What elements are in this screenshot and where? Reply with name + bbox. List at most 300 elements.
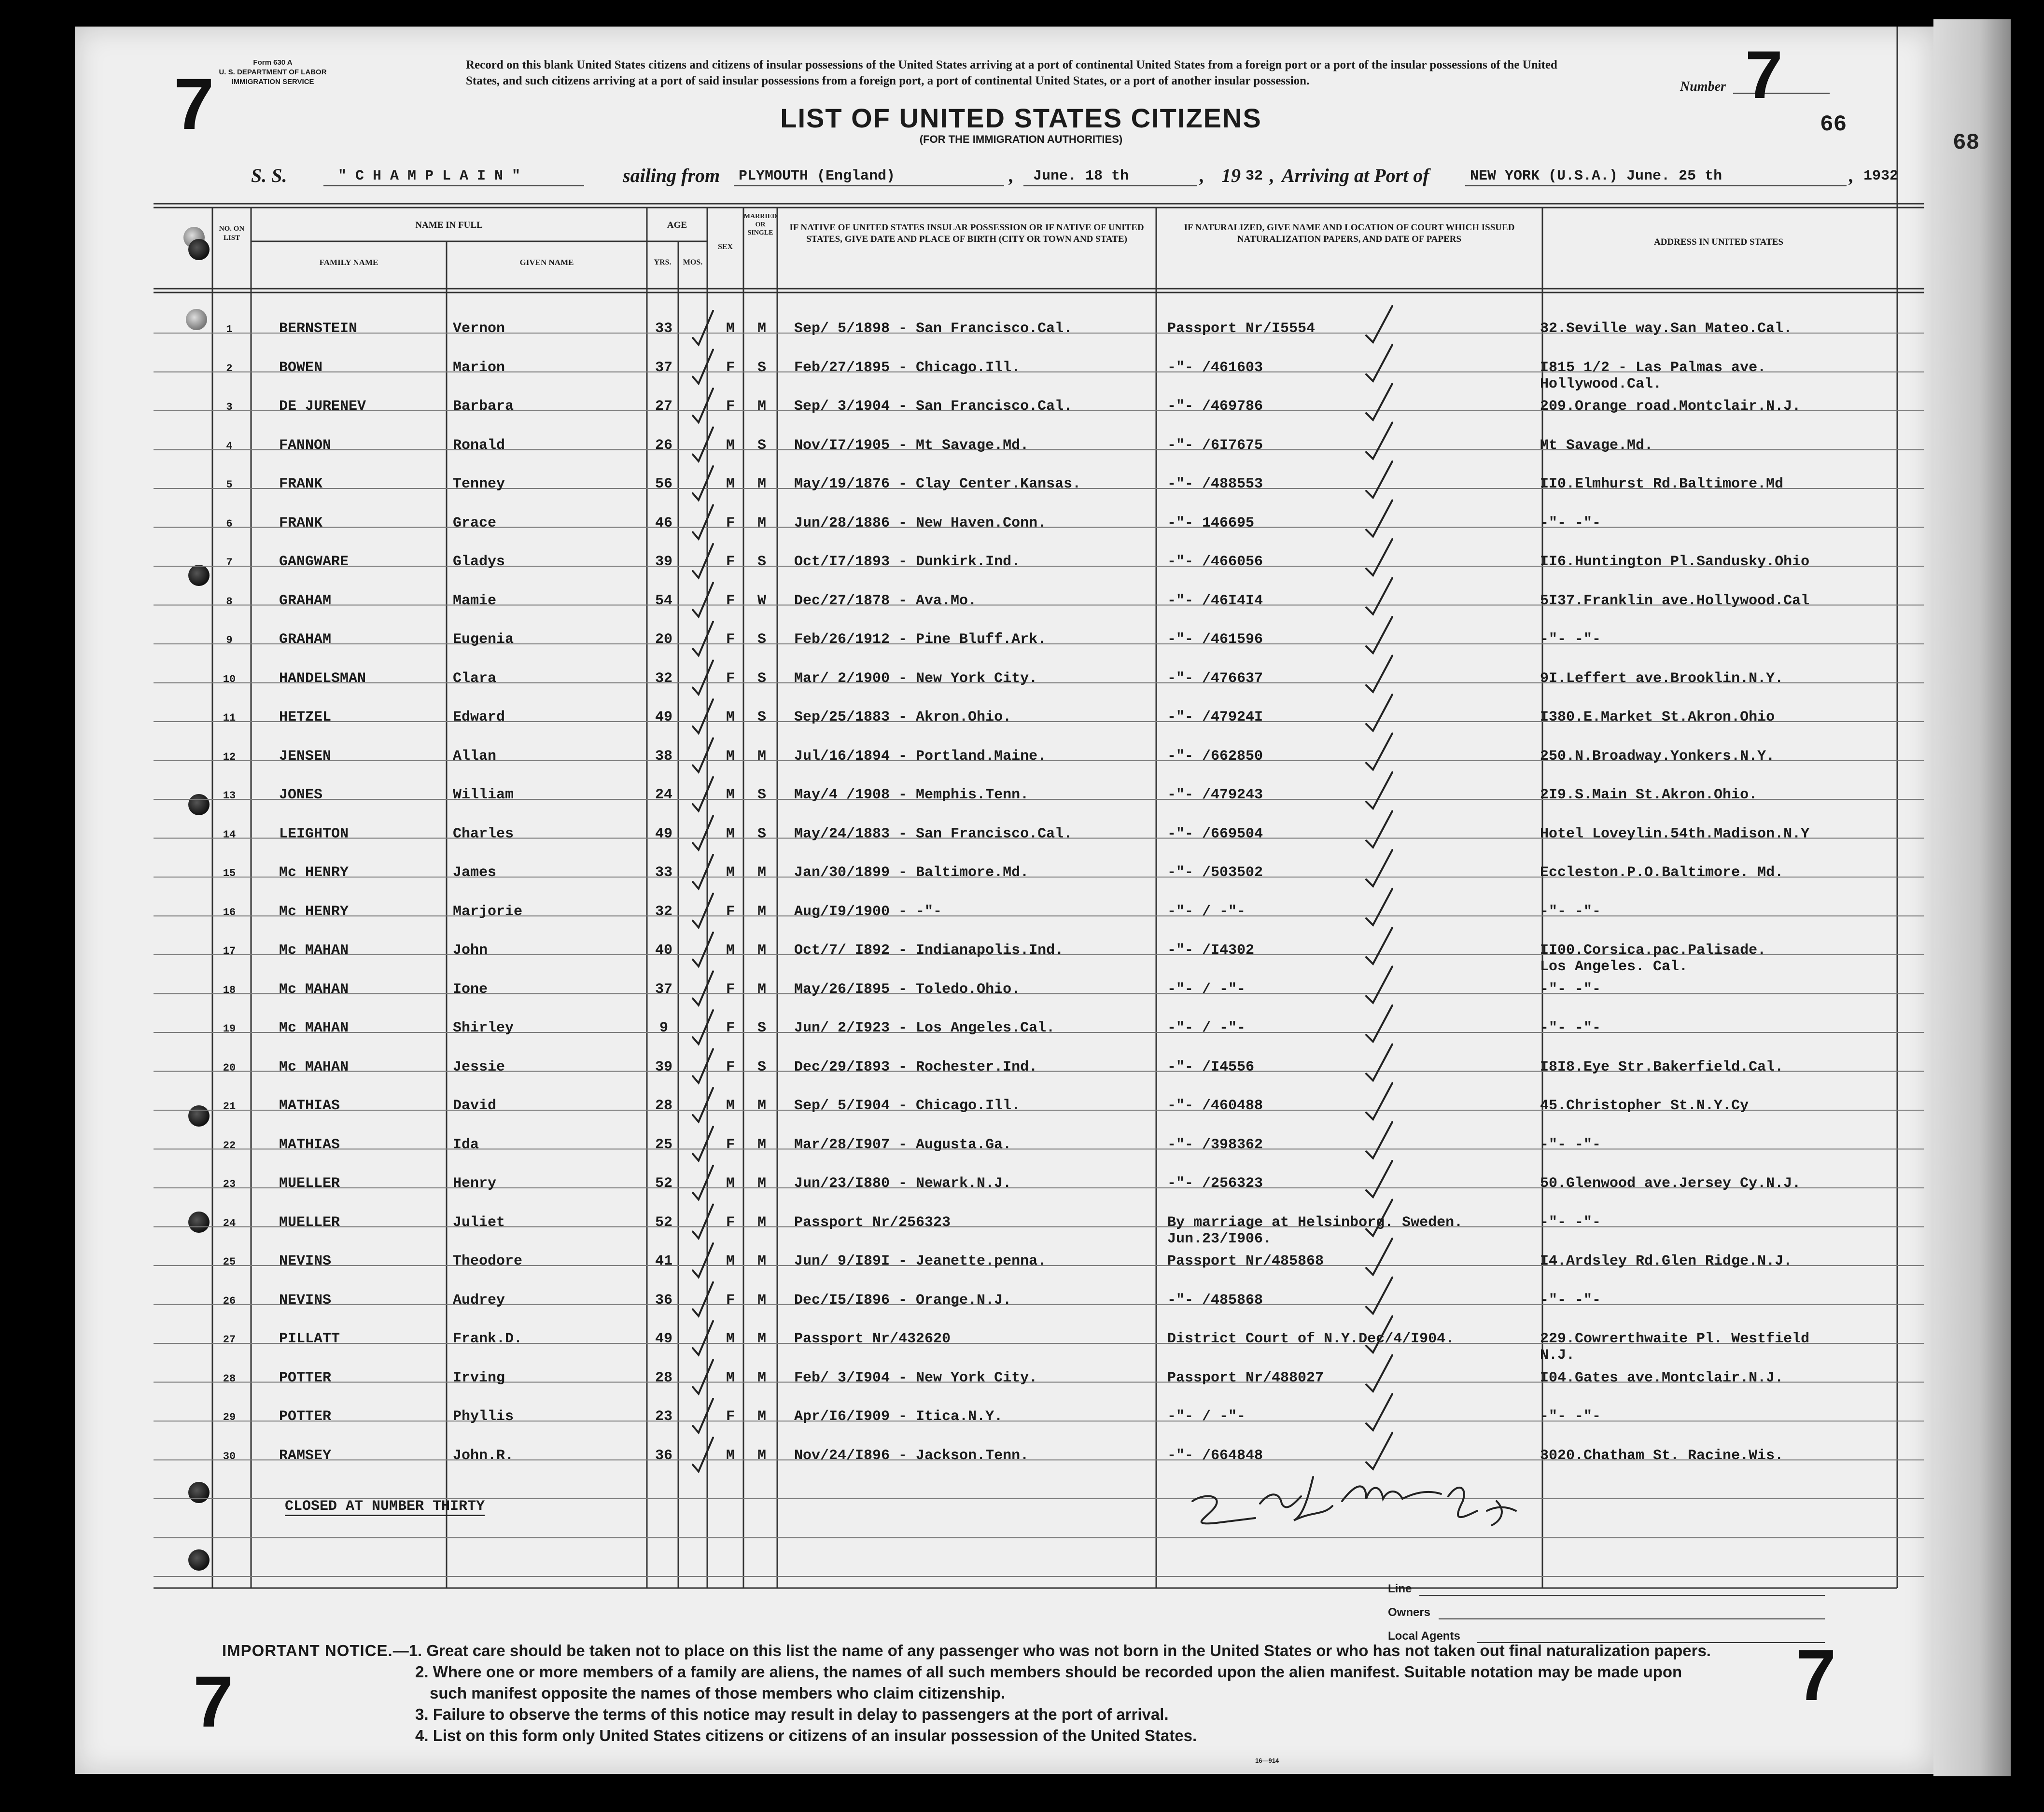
checkmark [693, 1282, 713, 1316]
naturalization-info: -"- /466056 [1167, 554, 1263, 570]
checkmark [693, 389, 713, 422]
naturalization-info: -"- /664848 [1167, 1447, 1263, 1464]
birth-info: Sep/ 5/1898 - San Francisco.Cal. [794, 321, 1073, 337]
depart-year: 32 [1246, 168, 1263, 184]
checkmark [1366, 1433, 1392, 1469]
checkmark [1366, 1005, 1392, 1042]
naturalization-info: District Court of N.Y.Dec/4/I904. [1167, 1331, 1455, 1347]
sex: M [726, 864, 735, 881]
given-name: Ida [453, 1136, 479, 1153]
row-number: 13 [223, 790, 236, 802]
checkmark [1366, 306, 1392, 342]
row-number: 25 [223, 1256, 236, 1268]
naturalization-info: -"- /461603 [1167, 359, 1263, 376]
naturalization-info: -"- /469786 [1167, 398, 1263, 415]
checkmark [693, 1205, 713, 1239]
notice-1: 1. Great care should be taken not to place on this list the name of any passenger who was not born in the United States or who has not taken out final naturalization papers. [408, 1642, 1711, 1659]
sex: F [726, 631, 735, 648]
given-name: Tenney [453, 476, 505, 492]
birth-info: Nov/I7/1905 - Mt Savage.Md. [794, 437, 1029, 454]
agents-label: Local Agents [1388, 1630, 1460, 1643]
checkmark [693, 1360, 713, 1394]
header-given-name: GIVEN NAME [519, 258, 574, 267]
checkmark [693, 1088, 713, 1122]
marital-status: S [757, 359, 766, 376]
age-years: 52 [655, 1214, 672, 1231]
page-title: LIST OF UNITED STATES CITIZENS [780, 103, 1262, 133]
checkmark [693, 1166, 713, 1199]
birth-info: Feb/26/1912 - Pine Bluff.Ark. [794, 631, 1047, 648]
age-years: 41 [655, 1253, 672, 1269]
us-address: -"- -"- [1540, 515, 1601, 531]
checkmark [693, 466, 713, 500]
given-name: Barbara [453, 398, 514, 415]
page-number: 66 [1820, 112, 1847, 137]
checkmark [1366, 617, 1392, 653]
birth-info: Passport Nr/432620 [794, 1331, 951, 1347]
family-name: JENSEN [279, 748, 332, 765]
age-years: 9 [659, 1020, 668, 1036]
checkmark [693, 428, 713, 461]
given-name: James [453, 864, 497, 881]
naturalization-info: -"- / -"- [1167, 1020, 1246, 1036]
row-number: 10 [223, 673, 236, 685]
arrival-year: 1932 [1863, 168, 1899, 184]
row-number: 8 [226, 595, 233, 608]
checkmark [693, 311, 713, 345]
marital-status: M [757, 1447, 766, 1464]
checkmark [693, 1438, 713, 1472]
marital-status: S [757, 825, 766, 842]
family-name: MATHIAS [279, 1136, 340, 1153]
checkmark [693, 699, 713, 733]
checkmark [1366, 1083, 1392, 1119]
header-name-in-full: NAME IN FULL [415, 220, 483, 230]
sex: M [726, 748, 735, 765]
age-years: 38 [655, 748, 672, 765]
naturalization-info-line-2: Jun.23/I906. [1167, 1230, 1272, 1247]
notice-3: 3. Failure to observe the terms of this notice may result in delay to passengers at the port of arrival. [415, 1705, 1169, 1723]
age-years: 49 [655, 825, 672, 842]
header-birth: IF NATIVE OF UNITED STATES INSULAR POSSESSION OR IF NATIVE OF UNITED STATES, GIVE DATE AND PLACE OF BIRTH (CITY OR TOWN AND STATE) [789, 223, 1144, 244]
given-name: Audrey [453, 1292, 505, 1309]
sex: F [726, 1292, 735, 1309]
age-years: 33 [655, 864, 672, 881]
naturalization-info: -"- /476637 [1167, 670, 1263, 687]
row-number: 21 [223, 1101, 236, 1113]
checkmark [693, 1049, 713, 1083]
given-name: Clara [453, 670, 497, 687]
us-address: -"- -"- [1540, 903, 1601, 920]
marital-status: M [757, 1369, 766, 1386]
family-name: JONES [279, 787, 323, 803]
row-number: 28 [223, 1372, 236, 1385]
checkmark [693, 1243, 713, 1277]
sex: F [726, 398, 735, 415]
family-name: POTTER [279, 1369, 332, 1386]
family-name: MUELLER [279, 1175, 340, 1192]
checkmark [1366, 501, 1392, 537]
checkmark [1366, 1122, 1392, 1158]
checkmark [693, 1399, 713, 1433]
given-name: Vernon [453, 321, 505, 337]
marital-status: M [757, 398, 766, 415]
checkmark [693, 1010, 713, 1044]
age-years: 40 [655, 942, 672, 959]
age-years: 39 [655, 554, 672, 570]
given-name: Ione [453, 981, 488, 998]
given-name: Grace [453, 515, 497, 531]
us-address: 45.Christopher St.N.Y.Cy [1540, 1098, 1749, 1114]
us-address: I04.Gates ave.Montclair.N.J. [1540, 1369, 1784, 1386]
naturalization-info: -"- / -"- [1167, 981, 1246, 998]
us-address: I8I8.Eye Str.Bakerfield.Cal. [1540, 1059, 1784, 1075]
naturalization-info: -"- /256323 [1167, 1175, 1263, 1192]
marital-status: S [757, 670, 766, 687]
family-name: FRANK [279, 515, 323, 531]
naturalization-info: -"- /461596 [1167, 631, 1263, 648]
us-address: -"- -"- [1540, 1136, 1601, 1153]
marital-status: M [757, 1253, 766, 1269]
handwritten-signature [1192, 1477, 1516, 1525]
checkmark [1366, 1200, 1392, 1236]
header-age: AGE [667, 220, 687, 230]
birth-info: Sep/ 3/1904 - San Francisco.Cal. [794, 398, 1073, 415]
depart-date: June. 18 th [1033, 168, 1129, 184]
naturalization-info: -"- /479243 [1167, 787, 1263, 803]
closed-note: CLOSED AT NUMBER THIRTY [285, 1498, 485, 1516]
family-name: Mc MAHAN [279, 942, 349, 959]
given-name: Frank.D. [453, 1331, 523, 1347]
given-name: Shirley [453, 1020, 514, 1036]
us-address-line-2: Hollywood.Cal. [1540, 376, 1662, 392]
sex: F [726, 981, 735, 998]
birth-info: Dec/29/I893 - Rochester.Ind. [794, 1059, 1038, 1075]
birth-info: Jun/ 2/I923 - Los Angeles.Cal. [794, 1020, 1055, 1036]
age-years: 49 [655, 709, 672, 725]
us-address: 9I.Leffert ave.Brooklin.N.Y. [1540, 670, 1784, 687]
birth-info: Apr/I6/I909 - Itica.N.Y. [794, 1408, 1003, 1425]
age-years: 28 [655, 1098, 672, 1114]
notice-4: 4. List on this form only United States citizens or citizens of an insular possession of the United States. [415, 1727, 1197, 1744]
checkmark [693, 855, 713, 889]
checkmark [1366, 928, 1392, 964]
sex: F [726, 1408, 735, 1425]
sex: F [726, 1059, 735, 1075]
checkmark [1366, 384, 1392, 420]
birth-info: Sep/25/1883 - Akron.Ohio. [794, 709, 1012, 725]
us-address: 229.Cowrerthwaite Pl. Westfield [1540, 1331, 1810, 1347]
checkmark [1366, 850, 1392, 886]
checkmark [693, 583, 713, 617]
birth-info: Oct/I7/1893 - Dunkirk.Ind. [794, 554, 1021, 570]
row-number: 6 [226, 517, 233, 530]
us-address: I4.Ardsley Rd.Glen Ridge.N.J. [1540, 1253, 1792, 1269]
birth-info: Feb/ 3/I904 - New York City. [794, 1369, 1038, 1386]
birth-info: Jun/ 9/I89I - Jeanette.penna. [794, 1253, 1047, 1269]
row-number: 23 [223, 1178, 236, 1190]
us-address: 32.Seville way.San Mateo.Cal. [1540, 321, 1792, 337]
checkmark [1366, 811, 1392, 848]
us-address-line-2: Los Angeles. Cal. [1540, 959, 1688, 975]
row-number: 27 [223, 1334, 236, 1346]
notice-2: 2. Where one or more members of a family are aliens, the names of all such members should be recorded upon the alien manifest. Suitable notation may be made upon [415, 1663, 1682, 1681]
corner-number-bottom-right: 7 [1796, 1634, 1836, 1715]
marital-status: M [757, 1214, 766, 1231]
row-number: 1 [226, 323, 233, 335]
marital-status: M [757, 864, 766, 881]
given-name: Charles [453, 825, 514, 842]
family-name: MUELLER [279, 1214, 340, 1231]
naturalization-info: -"- /669504 [1167, 825, 1263, 842]
naturalization-info: -"- 146695 [1167, 515, 1255, 531]
given-name: Gladys [453, 554, 505, 570]
checkmark [1366, 734, 1392, 770]
us-address: 209.Orange road.Montclair.N.J. [1540, 398, 1801, 415]
checkmark [693, 350, 713, 384]
naturalization-info: -"- /503502 [1167, 864, 1263, 881]
line-label: Line [1388, 1582, 1412, 1595]
number-value: 7 [1745, 37, 1783, 112]
header-yrs: YRS. [654, 258, 672, 266]
birth-info: May/24/1883 - San Francisco.Cal. [794, 825, 1073, 842]
birth-info: May/4 /1908 - Memphis.Tenn. [794, 787, 1029, 803]
family-name: Mc HENRY [279, 864, 349, 881]
given-name: Juliet [453, 1214, 505, 1231]
sex: F [726, 592, 735, 609]
sex: M [726, 825, 735, 842]
age-years: 33 [655, 321, 672, 337]
given-name: John.R. [453, 1447, 514, 1464]
marital-status: M [757, 903, 766, 920]
checkmark [1366, 345, 1392, 381]
row-number: 20 [223, 1061, 236, 1074]
sex: F [726, 1136, 735, 1153]
us-address: I380.E.Market St.Akron.Ohio [1540, 709, 1775, 725]
age-years: 52 [655, 1175, 672, 1192]
us-address: 250.N.Broadway.Yonkers.N.Y. [1540, 748, 1775, 765]
header-family-name: FAMILY NAME [319, 258, 378, 267]
row-number: 26 [223, 1295, 236, 1307]
marital-status: M [757, 515, 766, 531]
naturalization-info: -"- /488553 [1167, 476, 1263, 492]
checkmark [693, 1321, 713, 1355]
checkmark [1366, 461, 1392, 498]
naturalization-info: Passport Nr/488027 [1167, 1369, 1324, 1386]
sex: F [726, 515, 735, 531]
row-number: 15 [223, 867, 236, 879]
sex: F [726, 1020, 735, 1036]
naturalization-info: -"- /I4556 [1167, 1059, 1255, 1075]
sex: F [726, 903, 735, 920]
birth-info: May/26/I895 - Toledo.Ohio. [794, 981, 1021, 998]
us-address: II0.Elmhurst Rd.Baltimore.Md [1540, 476, 1784, 492]
notice-2-cont: such manifest opposite the names of those members who claim citizenship. [430, 1684, 1005, 1702]
checkmark [1366, 695, 1392, 731]
family-name: LEIGHTON [279, 825, 349, 842]
family-name: Mc HENRY [279, 903, 349, 920]
birth-info: Aug/I9/1900 - -"- [794, 903, 942, 920]
sex: M [726, 787, 735, 803]
age-years: 23 [655, 1408, 672, 1425]
us-address: II00.Corsica.pac.Palisade. [1540, 942, 1766, 959]
naturalization-info: -"- /662850 [1167, 748, 1263, 765]
row-number: 16 [223, 906, 236, 919]
naturalization-info: -"- /485868 [1167, 1292, 1263, 1309]
notice-heading: IMPORTANT NOTICE. [222, 1642, 393, 1659]
birth-info: Jun/23/I880 - Newark.N.J. [794, 1175, 1012, 1192]
checkmark [1366, 578, 1392, 614]
birth-info: Jun/28/1886 - New Haven.Conn. [794, 515, 1047, 531]
checkmark [693, 622, 713, 655]
naturalization-info: -"- /6I7675 [1167, 437, 1263, 454]
age-years: 49 [655, 1331, 672, 1347]
checkmark [693, 661, 713, 695]
given-name: Allan [453, 748, 497, 765]
checkmark [693, 972, 713, 1005]
us-address: 5I37.Franklin ave.Hollywood.Cal [1540, 592, 1810, 609]
given-name: Theodore [453, 1253, 523, 1269]
family-name: GRAHAM [279, 592, 332, 609]
family-name: GANGWARE [279, 554, 349, 570]
birth-info: Dec/I5/I896 - Orange.N.J. [794, 1292, 1012, 1309]
owners-label: Owners [1388, 1606, 1431, 1619]
age-years: 24 [655, 787, 672, 803]
age-years: 46 [655, 515, 672, 531]
sex: M [726, 942, 735, 959]
given-name: Marion [453, 359, 505, 376]
checkmark [1366, 1161, 1392, 1197]
given-name: Henry [453, 1175, 497, 1192]
corner-number-bottom-left: 7 [193, 1661, 234, 1742]
sex: M [726, 1447, 735, 1464]
sailing-from-label: sailing from [623, 165, 720, 186]
marital-status: M [757, 1136, 766, 1153]
us-address: 2I9.S.Main St.Akron.Ohio. [1540, 787, 1758, 803]
birth-info: Sep/ 5/I904 - Chicago.Ill. [794, 1098, 1021, 1114]
age-years: 20 [655, 631, 672, 648]
number-label: Number [1680, 79, 1726, 94]
us-address: 3020.Chatham St. Racine.Wis. [1540, 1447, 1784, 1464]
checkmark [693, 894, 713, 928]
given-name: Edward [453, 709, 505, 725]
us-address: II6.Huntington Pl.Sandusky.Ohio [1540, 554, 1810, 570]
row-number: 12 [223, 751, 236, 763]
us-address: Hotel Loveylin.54th.Madison.N.Y [1540, 825, 1810, 842]
us-address: -"- -"- [1540, 1292, 1601, 1309]
year-prefix: 19 [1221, 165, 1241, 186]
marital-status: M [757, 1175, 766, 1192]
preamble-text: Record on this blank United States citizens and citizens of insular possessions of the United States arriving at a port of continental United States from a foreign port or a port of the insular possessions of the United States, and such citizens arriving at a port of said insular possessions from a foreign port, a port of continental United States, or a port of another insular possession. [466, 58, 1557, 87]
row-number: 2 [226, 362, 233, 375]
row-number: 29 [223, 1411, 236, 1423]
sex: F [726, 359, 735, 376]
naturalization-info: Passport Nr/485868 [1167, 1253, 1324, 1269]
birth-info: Passport Nr/256323 [794, 1214, 951, 1231]
voyage-line: S. S. " C H A M P L A I N " sailing from PLYMOUTH (England) , June. 18 th , 19 32 , Arriving at Port of NEW YORK (U.S.A.) June. 25 th , 1932 [251, 165, 1899, 186]
checkmark [1366, 1045, 1392, 1081]
checkmark [693, 739, 713, 772]
given-name: David [453, 1098, 497, 1114]
family-name: Mc MAHAN [279, 1059, 349, 1075]
birth-info: Jan/30/1899 - Baltimore.Md. [794, 864, 1029, 881]
us-address: -"- -"- [1540, 1408, 1601, 1425]
age-years: 54 [655, 592, 672, 609]
family-name: NEVINS [279, 1292, 332, 1309]
arriving-label: Arriving at Port of [1282, 165, 1429, 186]
row-number: 9 [226, 634, 233, 646]
marital-status: S [757, 709, 766, 725]
checkmark [1366, 1316, 1392, 1352]
marital-status: S [757, 1059, 766, 1075]
checkmark [1366, 1355, 1392, 1392]
row-number: 24 [223, 1217, 236, 1229]
checkmark [1366, 539, 1392, 575]
row-number: 7 [226, 557, 233, 569]
sex: M [726, 476, 735, 492]
sex: F [726, 1214, 735, 1231]
age-years: 27 [655, 398, 672, 415]
naturalization-info: -"- /I4302 [1167, 942, 1255, 959]
given-name: Mamie [453, 592, 497, 609]
us-address: Mt Savage.Md. [1540, 437, 1653, 454]
marital-status: S [757, 437, 766, 454]
birth-info: Feb/27/1895 - Chicago.Ill. [794, 359, 1021, 376]
header-mos: MOS. [683, 258, 703, 266]
family-name: BOWEN [279, 359, 323, 376]
family-name: PILLATT [279, 1331, 340, 1347]
row-number: 18 [223, 984, 236, 996]
marital-status: M [757, 321, 766, 337]
family-name: NEVINS [279, 1253, 332, 1269]
checkmark [1366, 967, 1392, 1003]
us-address: -"- -"- [1540, 631, 1601, 648]
birth-info: May/19/1876 - Clay Center.Kansas. [794, 476, 1081, 492]
birth-info: Jul/16/1894 - Portland.Maine. [794, 748, 1047, 765]
naturalization-info: By marriage at Helsinborg. Sweden. [1167, 1214, 1463, 1231]
marital-status: S [757, 554, 766, 570]
arrival-port-date: NEW YORK (U.S.A.) June. 25 th [1470, 168, 1722, 184]
age-years: 39 [655, 1059, 672, 1075]
marital-status: S [757, 1020, 766, 1036]
given-name: Irving [453, 1369, 505, 1386]
header-naturalization: IF NATURALIZED, GIVE NAME AND LOCATION OF COURT WHICH ISSUED NATURALIZATION PAPERS, AND DATE OF PAPERS [1184, 223, 1515, 244]
us-address: -"- -"- [1540, 1020, 1601, 1036]
age-years: 26 [655, 437, 672, 454]
marital-status: M [757, 1292, 766, 1309]
marital-status: M [757, 1408, 766, 1425]
sex: M [726, 1098, 735, 1114]
marital-status: M [757, 476, 766, 492]
birth-info: Dec/27/1878 - Ava.Mo. [794, 592, 977, 609]
given-name: Jessie [453, 1059, 505, 1075]
checkmark [1366, 1394, 1392, 1430]
age-years: 36 [655, 1292, 672, 1309]
given-name: Ronald [453, 437, 505, 454]
checkmark [1366, 772, 1392, 808]
important-notice: IMPORTANT NOTICE.—1. Great care should be taken not to place on this list the name of any passenger who was not born in the United States or who has not taken out final naturalization papers. 2. Where one or more members of a family are aliens, the names of all such members should be recorded upon the alien manifest. Suitable notation may be made upon such manifest opposite the names of those members who claim citizenship. 3. Failure to observe the terms of this notice may result in delay to passengers at the port of arrival. 4. List on this form only United States citizens or citizens of an insular possession of the United States. [222, 1640, 1830, 1746]
sex: M [726, 321, 735, 337]
family-name: BERNSTEIN [279, 321, 358, 337]
checkmark [693, 933, 713, 966]
marital-status: M [757, 748, 766, 765]
family-name: DE JURENEV [279, 398, 366, 415]
marital-status: M [757, 1098, 766, 1114]
age-years: 32 [655, 903, 672, 920]
leaf-number: 68 [1953, 130, 1980, 155]
checkmark [693, 1127, 713, 1161]
age-years: 25 [655, 1136, 672, 1153]
